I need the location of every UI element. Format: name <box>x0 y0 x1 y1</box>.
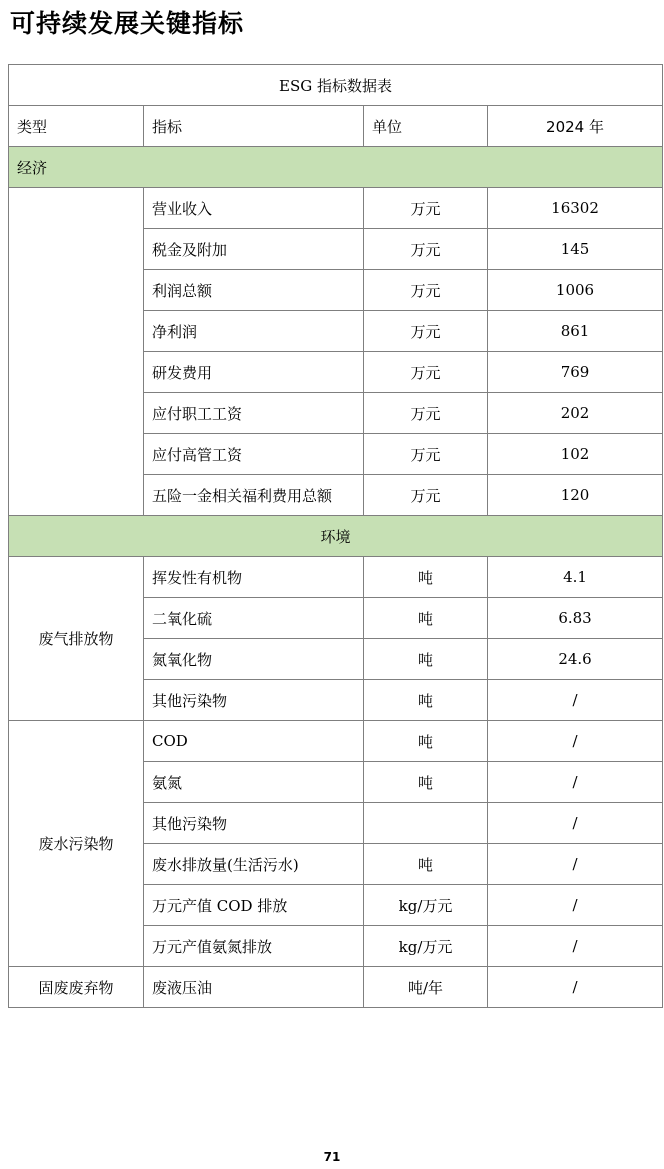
unit-cell: 吨 <box>364 639 488 680</box>
unit-cell: 万元 <box>364 475 488 516</box>
unit-cell: 吨 <box>364 680 488 721</box>
unit-cell: 万元 <box>364 311 488 352</box>
unit-cell: 万元 <box>364 393 488 434</box>
value-cell: 24.6 <box>488 639 663 680</box>
indicator-cell: 氮氧化物 <box>144 639 364 680</box>
value-cell: / <box>488 885 663 926</box>
header-type: 类型 <box>9 106 144 147</box>
unit-cell: kg/万元 <box>364 926 488 967</box>
unit-cell: kg/万元 <box>364 885 488 926</box>
section-economy-label: 经济 <box>9 147 663 188</box>
table-row <box>9 967 663 1008</box>
unit-cell: 万元 <box>364 188 488 229</box>
indicator-cell: 应付职工工资 <box>144 393 364 434</box>
table-header-row <box>9 106 663 147</box>
unit-cell: 吨 <box>364 598 488 639</box>
indicator-cell: 万元产值氨氮排放 <box>144 926 364 967</box>
value-cell: / <box>488 803 663 844</box>
section-economy <box>9 147 663 188</box>
indicator-cell: 废水排放量(生活污水) <box>144 844 364 885</box>
value-cell: / <box>488 967 663 1008</box>
table-row <box>9 557 663 598</box>
page-title: 可持续发展关键指标 <box>10 9 245 38</box>
unit-cell <box>364 803 488 844</box>
unit-cell: 吨 <box>364 844 488 885</box>
value-cell: 202 <box>488 393 663 434</box>
indicator-cell: 万元产值 COD 排放 <box>144 885 364 926</box>
value-cell: 769 <box>488 352 663 393</box>
table-row <box>9 188 663 229</box>
value-cell: 145 <box>488 229 663 270</box>
value-cell: / <box>488 680 663 721</box>
table-title-row <box>9 65 663 106</box>
indicator-cell: 废液压油 <box>144 967 364 1008</box>
indicator-cell: 氨氮 <box>144 762 364 803</box>
category-cell-solid-waste: 固废废弃物 <box>9 967 144 1008</box>
unit-cell: 吨/年 <box>364 967 488 1008</box>
section-environment <box>9 516 663 557</box>
unit-cell: 万元 <box>364 270 488 311</box>
indicator-cell: 五险一金相关福利费用总额 <box>144 475 364 516</box>
table-title: ESG 指标数据表 <box>9 65 663 106</box>
value-cell: / <box>488 844 663 885</box>
esg-data-table <box>8 64 663 1008</box>
indicator-cell: 二氧化硫 <box>144 598 364 639</box>
unit-cell: 万元 <box>364 434 488 475</box>
unit-cell: 吨 <box>364 557 488 598</box>
page-number: 71 <box>323 1150 341 1164</box>
indicator-cell: 其他污染物 <box>144 680 364 721</box>
header-year: 2024 年 <box>488 106 663 147</box>
value-cell: 6.83 <box>488 598 663 639</box>
header-indicator: 指标 <box>144 106 364 147</box>
category-cell-exhaust: 废气排放物 <box>9 557 144 721</box>
value-cell: 4.1 <box>488 557 663 598</box>
value-cell: / <box>488 762 663 803</box>
value-cell: 120 <box>488 475 663 516</box>
header-unit: 单位 <box>364 106 488 147</box>
indicator-cell: 净利润 <box>144 311 364 352</box>
economy-category-cell <box>9 188 144 516</box>
unit-cell: 万元 <box>364 352 488 393</box>
value-cell: 102 <box>488 434 663 475</box>
indicator-cell: COD <box>144 721 364 762</box>
indicator-cell: 其他污染物 <box>144 803 364 844</box>
category-cell-wastewater: 废水污染物 <box>9 721 144 967</box>
value-cell: / <box>488 721 663 762</box>
indicator-cell: 应付高管工资 <box>144 434 364 475</box>
table-row <box>9 721 663 762</box>
indicator-cell: 营业收入 <box>144 188 364 229</box>
indicator-cell: 挥发性有机物 <box>144 557 364 598</box>
value-cell: 1006 <box>488 270 663 311</box>
unit-cell: 吨 <box>364 762 488 803</box>
value-cell: / <box>488 926 663 967</box>
unit-cell: 万元 <box>364 229 488 270</box>
indicator-cell: 利润总额 <box>144 270 364 311</box>
indicator-cell: 研发费用 <box>144 352 364 393</box>
value-cell: 861 <box>488 311 663 352</box>
unit-cell: 吨 <box>364 721 488 762</box>
section-environment-label: 环境 <box>9 516 663 557</box>
indicator-cell: 税金及附加 <box>144 229 364 270</box>
value-cell: 16302 <box>488 188 663 229</box>
